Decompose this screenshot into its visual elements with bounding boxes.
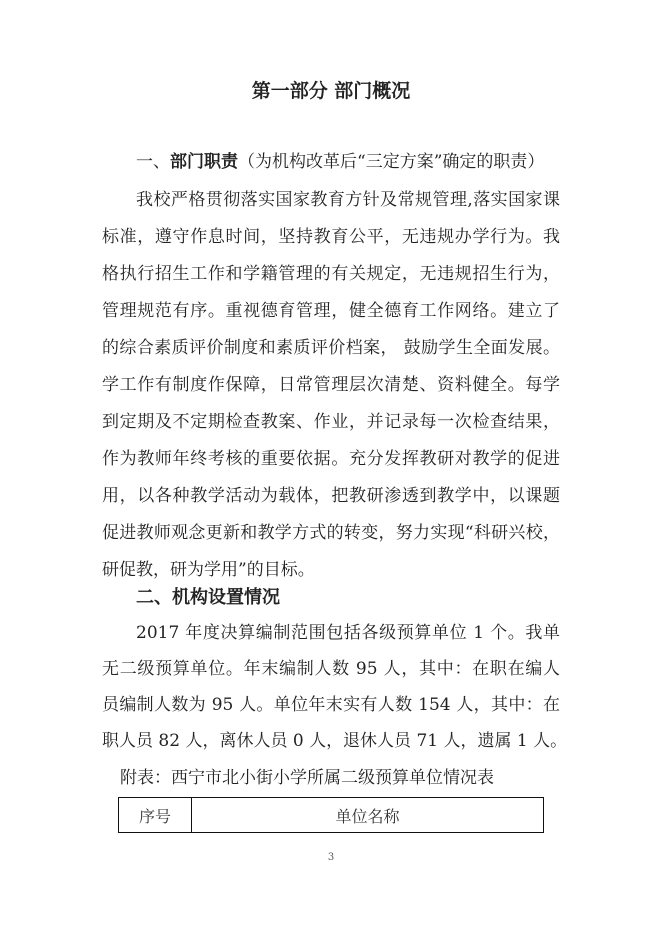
paragraph-line: 的综合素质评价制度和素质评价档案， 鼓励学生全面发展。 xyxy=(102,338,560,358)
paragraph-line: 员编制人数为 95 人。单位年末实有人数 154 人，其中：在 xyxy=(102,695,560,715)
paragraph-line: 到定期及不定期检查教案、作业，并记录每一次检查结果， xyxy=(102,412,560,432)
header-unit-name: 单位名称 xyxy=(192,798,544,833)
paragraph-line: 作为教师年终考核的重要依据。充分发挥教研对教学的促进 xyxy=(102,449,560,469)
header-index: 序号 xyxy=(119,798,192,833)
paragraph-line: 格执行招生工作和学籍管理的有关规定，无违规招生行为， xyxy=(102,264,560,284)
paragraph-line: 管理规范有序。重视德育管理，健全德育工作网络。建立了 xyxy=(102,301,560,321)
table-caption: 附表：西宁市北小街小学所属二级预算单位情况表 xyxy=(120,768,494,788)
page-title: 第一部分 部门概况 xyxy=(251,80,411,102)
section2-heading: 二、机构设置情况 xyxy=(136,587,280,608)
paragraph-line: 职人员 82 人，离休人员 0 人，退休人员 71 人，遗属 1 人。 xyxy=(102,731,568,751)
paragraph-line: 无二级预算单位。年末编制人数 95 人，其中：在职在编人 xyxy=(102,659,560,679)
paragraph-line: 学工作有制度作保障，日常管理层次清楚、资料健全。每学 xyxy=(102,375,560,395)
budget-unit-table xyxy=(118,797,544,833)
section1-number: 一、 xyxy=(136,152,170,172)
paragraph-line: 促进教师观念更新和教学方式的转变，努力实现“科研兴校， xyxy=(102,523,560,543)
section1-heading-line xyxy=(136,151,544,173)
paragraph-line: 用，以各种教学活动为载体，把教研渗透到教学中，以课题 xyxy=(102,486,560,506)
paragraph-line: 标准，遵守作息时间，坚持教育公平，无违规办学行为。我 xyxy=(102,227,560,247)
paragraph-line: 研促教，研为学用”的目标。 xyxy=(102,560,315,580)
table-header-row xyxy=(119,798,544,833)
section1-note: （为机构改革后“三定方案”确定的职责） xyxy=(238,152,545,172)
section1-heading: 部门职责 xyxy=(170,152,238,172)
paragraph-line: 2017 年度决算编制范围包括各级预算单位 1 个。我单 xyxy=(136,623,560,643)
paragraph-line: 我校严格贯彻落实国家教育方针及常规管理,落实国家课 xyxy=(136,190,560,210)
page-number: 3 xyxy=(327,852,335,863)
